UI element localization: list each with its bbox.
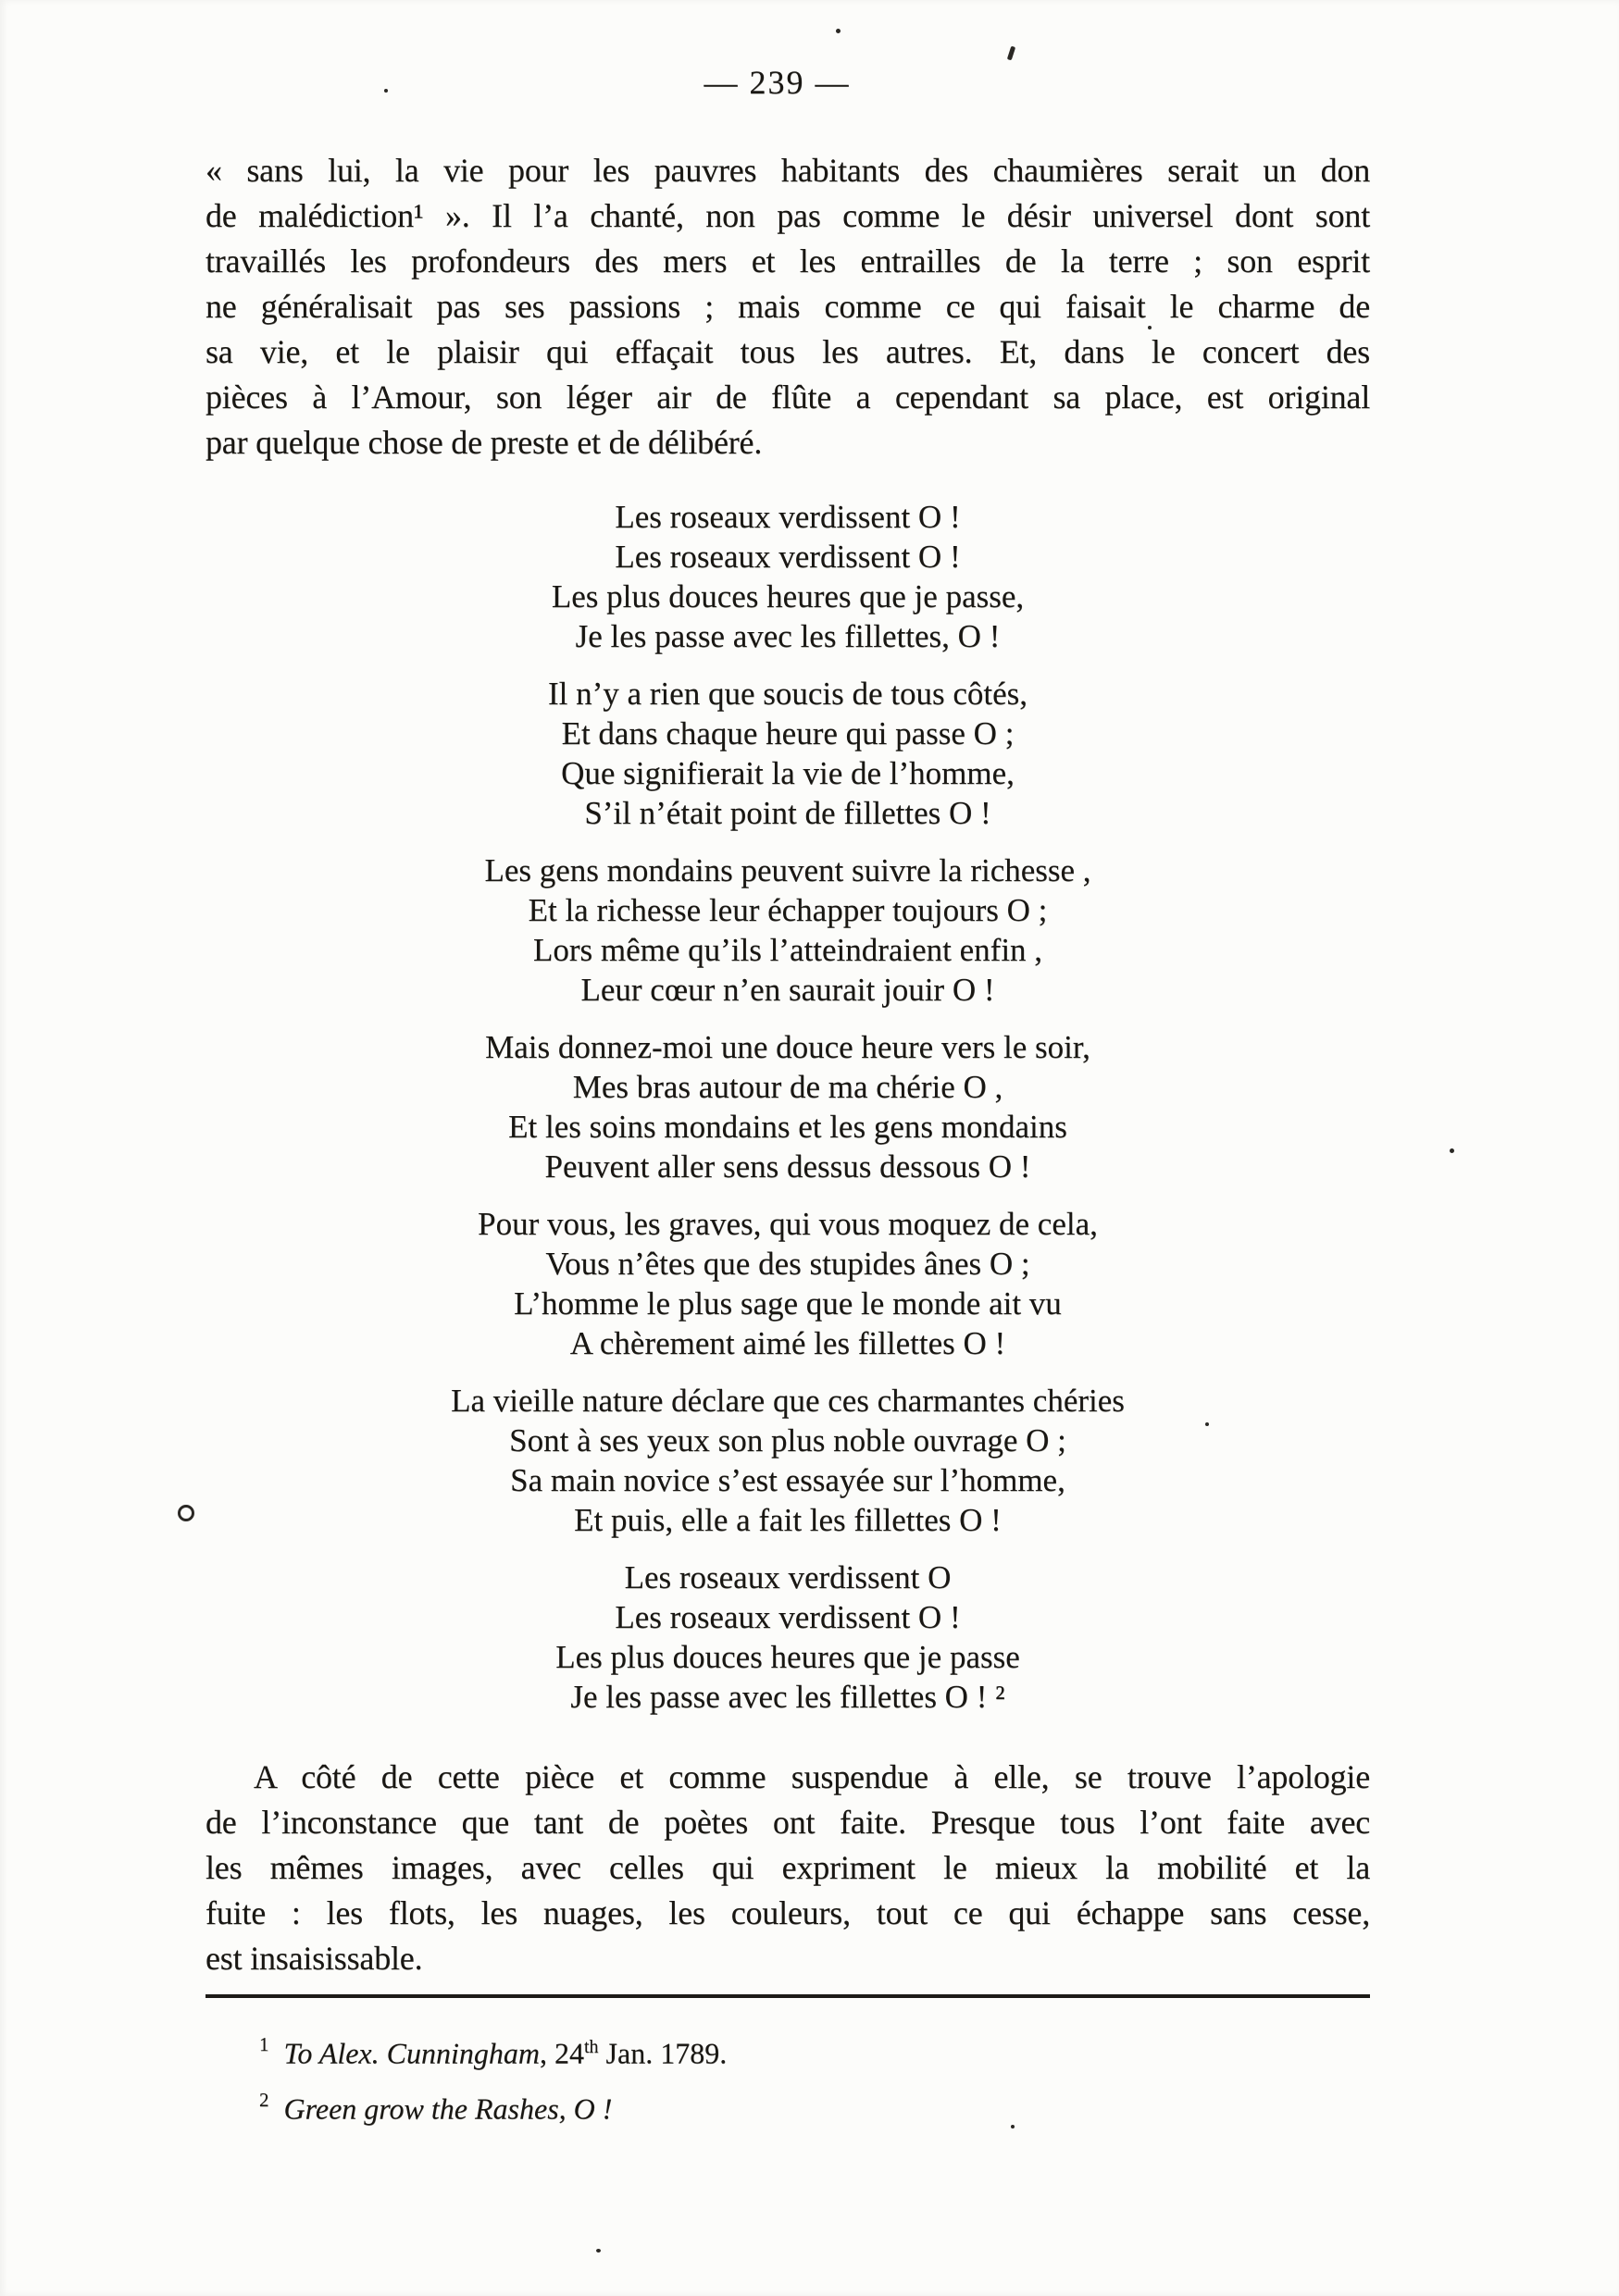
text-line: Je les passe avec les fillettes O ! ² xyxy=(570,1679,1005,1715)
text-line: Mes bras autour de ma chérie O , xyxy=(572,1069,1003,1105)
poem-stanza-5 xyxy=(205,1204,1370,1363)
text-line: Il n’y a rien que soucis de tous côtés, xyxy=(547,676,1028,712)
text-line: Et la richesse leur échapper toujours O ; xyxy=(528,892,1048,928)
text-line: Pour vous, les graves, qui vous moquez de cela, xyxy=(478,1206,1098,1242)
text-line: Leur cœur n’en saurait jouir O ! xyxy=(580,972,995,1008)
text-line: sa vie, et le plaisir qui effaçait tous les autres. Et, dans le concert des xyxy=(205,333,1370,370)
text-line: Les gens mondains peuvent suivre la richesse , xyxy=(484,852,1091,888)
footnote-1-source: To Alex. Cunningham xyxy=(283,2036,540,2070)
text-line: « sans lui, la vie pour les pauvres habitants des chaumières serait un don xyxy=(205,152,1370,189)
text-line: Les roseaux verdissent O ! xyxy=(615,539,961,575)
poem-stanza-7 xyxy=(205,1558,1370,1717)
text-line: Lors même qu’ils l’atteindraient enfin , xyxy=(532,932,1043,968)
text-line: La vieille nature déclare que ces charmantes chéries xyxy=(451,1383,1125,1419)
footnote-2-marker: 2 xyxy=(259,2088,269,2111)
scan-speck xyxy=(1011,2125,1015,2128)
text-line: par quelque chose de preste et de délibéré. xyxy=(205,424,763,461)
text-line: Peuvent aller sens dessus dessous O ! xyxy=(544,1148,1031,1185)
text-line: Les roseaux verdissent O xyxy=(624,1559,952,1595)
scan-speck xyxy=(836,29,841,33)
scan-speck xyxy=(1205,1422,1209,1426)
text-line: Mais donnez-moi une douce heure vers le soir, xyxy=(485,1029,1090,1065)
text-line: fuite : les flots, les nuages, les couleurs, tout ce qui échappe sans cesse, xyxy=(205,1894,1370,1931)
text-line: pièces à l’Amour, son léger air de flûte a cependant sa place, est original xyxy=(205,379,1370,416)
text-line: S’il n’était point de fillettes O ! xyxy=(584,795,991,831)
scan-speck xyxy=(1148,326,1152,329)
poem-stanza-3 xyxy=(205,850,1370,1010)
text-line: A côté de cette pièce et comme suspendue à elle, se trouve l’apologie xyxy=(254,1758,1370,1795)
text-line: de l’inconstance que tant de poètes ont faite. Presque tous l’ont faite avec xyxy=(205,1804,1370,1841)
footnote-2 xyxy=(259,2078,1370,2133)
text-line: Sont à ses yeux son plus noble ouvrage O ; xyxy=(509,1422,1066,1458)
scan-speck xyxy=(1450,1148,1454,1153)
text-line: Les plus douces heures que je passe xyxy=(555,1639,1020,1675)
scan-speck xyxy=(178,1505,194,1521)
footnote-1-text: , 24 xyxy=(539,2036,584,2070)
poem-stanza-6 xyxy=(205,1381,1370,1540)
page-number: — 239 — xyxy=(704,64,851,101)
footnote-1-marker: 1 xyxy=(259,2033,269,2055)
poem-stanza-2 xyxy=(205,674,1370,833)
scan-speck xyxy=(596,2249,601,2253)
footnote-1 xyxy=(259,2022,1370,2078)
text-line: de malédiction¹ ». Il l’a chanté, non pas comme le désir universel dont sont xyxy=(205,197,1370,234)
footnote-divider xyxy=(205,1994,1370,1998)
text-line: est insaisissable. xyxy=(205,1940,423,1977)
text-line: Les plus douces heures que je passe, xyxy=(551,578,1025,614)
text-line: Les roseaux verdissent O ! xyxy=(615,499,961,535)
poem-stanza-1 xyxy=(205,497,1370,656)
text-line: Que signifierait la vie de l’homme, xyxy=(561,755,1015,791)
footnote-1-ordinal: th xyxy=(583,2037,599,2057)
text-line: Et les soins mondains et les gens mondains xyxy=(508,1109,1067,1145)
footnote-2-source: Green grow the Rashes, O ! xyxy=(283,2091,613,2126)
text-line: L’homme le plus sage que le monde ait vu xyxy=(514,1285,1062,1322)
text-line: Vous n’êtes que des stupides ânes O ; xyxy=(545,1246,1030,1282)
text-line: A chèrement aimé les fillettes O ! xyxy=(569,1325,1006,1361)
footnote-1-date: Jan. 1789. xyxy=(598,2036,728,2070)
paragraph-closing xyxy=(205,1755,1370,1981)
poem-stanza-4 xyxy=(205,1027,1370,1186)
text-line: Sa main novice s’est essayée sur l’homme, xyxy=(510,1462,1065,1498)
text-line: ne généralisait pas ses passions ; mais comme ce qui faisait le charme de xyxy=(205,288,1370,325)
text-line: Et puis, elle a fait les fillettes O ! xyxy=(574,1502,1002,1538)
text-line: les mêmes images, avec celles qui expriment le mieux la mobilité et la xyxy=(205,1849,1370,1886)
text-line: Et dans chaque heure qui passe O ; xyxy=(561,715,1015,751)
text-line: travaillés les profondeurs des mers et les entrailles de la terre ; son esprit xyxy=(205,242,1370,279)
page-content xyxy=(205,148,1370,2132)
paragraph-opening xyxy=(205,148,1370,465)
text-line: Je les passe avec les fillettes, O ! xyxy=(575,618,1001,654)
footnotes xyxy=(205,2022,1370,2132)
text-line: Les roseaux verdissent O ! xyxy=(615,1599,961,1635)
scan-speck xyxy=(384,89,388,93)
poem-green-grow-the-rashes xyxy=(205,497,1370,1717)
scan-speck xyxy=(1007,46,1015,61)
